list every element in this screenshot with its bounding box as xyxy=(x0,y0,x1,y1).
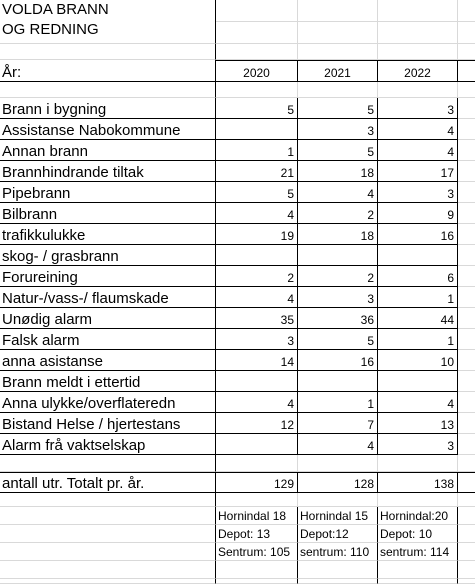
empty-cell[interactable] xyxy=(378,579,458,584)
value-cell[interactable]: 4 xyxy=(378,392,458,413)
empty-cell[interactable] xyxy=(216,561,298,579)
empty-cell[interactable] xyxy=(298,493,378,507)
value-cell[interactable]: 14 xyxy=(216,350,298,371)
value-cell[interactable]: 4 xyxy=(298,434,378,455)
title-line: OG REDNING xyxy=(2,21,99,38)
empty-cell[interactable] xyxy=(458,371,475,392)
empty-cell[interactable] xyxy=(458,413,475,434)
note-cell[interactable]: Sentrum: 105 xyxy=(216,543,298,561)
empty-cell[interactable] xyxy=(298,0,378,22)
empty-cell[interactable] xyxy=(216,493,298,507)
value-cell[interactable]: 18 xyxy=(298,161,378,182)
value-cell[interactable]: 35 xyxy=(216,308,298,329)
empty-cell[interactable] xyxy=(216,22,298,44)
value-cell[interactable]: 3 xyxy=(378,182,458,203)
value-cell[interactable]: 5 xyxy=(298,140,378,161)
value-cell[interactable]: 2 xyxy=(298,203,378,224)
empty-cell[interactable] xyxy=(458,308,475,329)
empty-cell[interactable] xyxy=(0,579,216,584)
value-cell[interactable]: 3 xyxy=(378,98,458,119)
empty-cell[interactable] xyxy=(458,266,475,287)
value-cell[interactable] xyxy=(298,245,378,266)
empty-cell[interactable] xyxy=(216,44,298,60)
value-cell[interactable]: 16 xyxy=(378,224,458,245)
value-cell[interactable]: 5 xyxy=(216,98,298,119)
value-cell[interactable]: 5 xyxy=(298,98,378,119)
row-label[interactable]: Anna ulykke/overflateredn xyxy=(0,392,216,413)
empty-cell[interactable] xyxy=(458,245,475,266)
empty-cell[interactable] xyxy=(458,82,475,98)
value-cell[interactable]: 17 xyxy=(378,161,458,182)
empty-cell[interactable] xyxy=(458,203,475,224)
empty-cell[interactable] xyxy=(458,543,475,561)
row-label[interactable]: Brann i bygning xyxy=(0,98,216,119)
empty-cell[interactable] xyxy=(378,493,458,507)
empty-cell[interactable] xyxy=(378,561,458,579)
empty-cell[interactable] xyxy=(0,507,216,525)
empty-cell[interactable] xyxy=(458,455,475,472)
row-label[interactable]: anna asistanse xyxy=(0,350,216,371)
note-cell[interactable]: Hornindal 15 xyxy=(298,507,378,525)
value-cell[interactable]: 10 xyxy=(378,350,458,371)
empty-cell[interactable] xyxy=(298,22,378,44)
empty-cell[interactable] xyxy=(298,579,378,584)
value-cell[interactable]: 2 xyxy=(216,266,298,287)
note-cell[interactable]: Depot: 10 xyxy=(378,525,458,543)
note-cell[interactable]: Depot: 13 xyxy=(216,525,298,543)
value-cell[interactable]: 4 xyxy=(216,203,298,224)
row-label[interactable]: Bistand Helse / hjertestans xyxy=(0,413,216,434)
empty-cell[interactable] xyxy=(216,0,298,22)
value-cell[interactable]: 4 xyxy=(378,140,458,161)
year-header-2022[interactable]: 2022 xyxy=(378,60,458,82)
empty-cell[interactable] xyxy=(458,434,475,455)
value-cell[interactable]: 19 xyxy=(216,224,298,245)
empty-cell[interactable] xyxy=(458,579,475,584)
empty-cell[interactable] xyxy=(0,525,216,543)
empty-cell[interactable] xyxy=(458,392,475,413)
value-cell[interactable]: 5 xyxy=(216,182,298,203)
value-cell[interactable] xyxy=(216,245,298,266)
value-cell[interactable]: 5 xyxy=(298,329,378,350)
empty-cell[interactable] xyxy=(458,525,475,543)
empty-cell[interactable] xyxy=(458,561,475,579)
value-cell[interactable]: 1 xyxy=(298,392,378,413)
empty-cell[interactable] xyxy=(378,44,458,60)
value-cell[interactable]: 21 xyxy=(216,161,298,182)
empty-cell[interactable] xyxy=(458,507,475,525)
empty-cell[interactable] xyxy=(378,82,458,98)
title-line: VOLDA BRANN xyxy=(2,1,109,18)
row-label[interactable]: trafikkulukke xyxy=(0,224,216,245)
note-cell[interactable]: Hornindal:20 xyxy=(378,507,458,525)
row-label[interactable]: Falsk alarm xyxy=(0,329,216,350)
value-cell[interactable]: 2 xyxy=(298,266,378,287)
row-label[interactable]: Brannhindrande tiltak xyxy=(0,161,216,182)
value-cell[interactable]: 13 xyxy=(378,413,458,434)
value-cell[interactable]: 44 xyxy=(378,308,458,329)
empty-cell[interactable] xyxy=(458,472,475,493)
empty-cell[interactable] xyxy=(458,224,475,245)
empty-cell[interactable] xyxy=(458,329,475,350)
year-header-2021[interactable]: 2021 xyxy=(298,60,378,82)
empty-cell[interactable] xyxy=(216,82,298,98)
row-label[interactable]: Brann meldt i ettertid xyxy=(0,371,216,392)
empty-cell[interactable] xyxy=(378,22,458,44)
value-cell[interactable]: 1 xyxy=(216,140,298,161)
value-cell[interactable]: 4 xyxy=(378,119,458,140)
empty-cell[interactable] xyxy=(0,455,216,472)
empty-cell[interactable] xyxy=(298,561,378,579)
note-cell[interactable]: sentrum: 110 xyxy=(298,543,378,561)
total-value[interactable]: 128 xyxy=(298,472,378,493)
sheet-title[interactable] xyxy=(0,0,216,44)
value-cell[interactable]: 18 xyxy=(298,224,378,245)
empty-cell[interactable] xyxy=(458,287,475,308)
empty-cell[interactable] xyxy=(216,455,298,472)
empty-cell[interactable] xyxy=(458,22,475,44)
empty-cell[interactable] xyxy=(458,44,475,60)
value-cell[interactable]: 1 xyxy=(378,287,458,308)
row-label[interactable]: Pipebrann xyxy=(0,182,216,203)
total-label[interactable]: antall utr. Totalt pr. år. xyxy=(0,472,216,493)
empty-cell[interactable] xyxy=(458,140,475,161)
value-cell[interactable] xyxy=(216,371,298,392)
note-cell[interactable]: Hornindal 18 xyxy=(216,507,298,525)
value-cell[interactable]: 6 xyxy=(378,266,458,287)
value-cell[interactable]: 3 xyxy=(298,119,378,140)
value-cell[interactable]: 3 xyxy=(216,329,298,350)
value-cell[interactable]: 1 xyxy=(378,329,458,350)
empty-cell[interactable] xyxy=(216,579,298,584)
year-label[interactable]: År: xyxy=(0,60,216,82)
value-cell[interactable]: 3 xyxy=(378,434,458,455)
total-value[interactable]: 138 xyxy=(378,472,458,493)
value-cell[interactable]: 9 xyxy=(378,203,458,224)
value-cell[interactable] xyxy=(378,371,458,392)
value-cell[interactable]: 3 xyxy=(298,287,378,308)
empty-cell[interactable] xyxy=(458,493,475,507)
empty-cell[interactable] xyxy=(298,455,378,472)
empty-cell[interactable] xyxy=(0,543,216,561)
empty-cell[interactable] xyxy=(0,44,216,60)
empty-cell[interactable] xyxy=(0,82,216,98)
empty-cell[interactable] xyxy=(458,98,475,119)
empty-cell[interactable] xyxy=(458,119,475,140)
row-label[interactable]: Annan brann xyxy=(0,140,216,161)
row-label[interactable]: Bilbrann xyxy=(0,203,216,224)
empty-cell[interactable] xyxy=(298,44,378,60)
row-label[interactable]: Assistanse Nabokommune xyxy=(0,119,216,140)
row-label[interactable]: Alarm frå vaktselskap xyxy=(0,434,216,455)
row-label[interactable]: Unødig alarm xyxy=(0,308,216,329)
total-value[interactable]: 129 xyxy=(216,472,298,493)
empty-cell[interactable] xyxy=(298,82,378,98)
empty-cell[interactable] xyxy=(458,161,475,182)
row-label[interactable]: Forureining xyxy=(0,266,216,287)
value-cell[interactable] xyxy=(216,119,298,140)
empty-cell[interactable] xyxy=(378,0,458,22)
note-cell[interactable]: Depot:12 xyxy=(298,525,378,543)
empty-cell[interactable] xyxy=(378,455,458,472)
value-cell[interactable]: 4 xyxy=(216,287,298,308)
value-cell[interactable]: 12 xyxy=(216,413,298,434)
row-label[interactable]: Natur-/vass-/ flaumskade xyxy=(0,287,216,308)
empty-cell[interactable] xyxy=(458,350,475,371)
empty-cell[interactable] xyxy=(458,0,475,22)
note-cell[interactable]: sentrum: 114 xyxy=(378,543,458,561)
value-cell[interactable] xyxy=(378,245,458,266)
row-label[interactable]: skog- / grasbrann xyxy=(0,245,216,266)
value-cell[interactable]: 4 xyxy=(216,392,298,413)
value-cell[interactable] xyxy=(216,434,298,455)
value-cell[interactable]: 36 xyxy=(298,308,378,329)
year-header-2020[interactable]: 2020 xyxy=(216,60,298,82)
empty-cell[interactable] xyxy=(0,493,216,507)
empty-cell[interactable] xyxy=(0,561,216,579)
value-cell[interactable]: 7 xyxy=(298,413,378,434)
value-cell[interactable]: 16 xyxy=(298,350,378,371)
empty-cell[interactable] xyxy=(458,60,475,82)
value-cell[interactable] xyxy=(298,371,378,392)
empty-cell[interactable] xyxy=(458,182,475,203)
value-cell[interactable]: 4 xyxy=(298,182,378,203)
